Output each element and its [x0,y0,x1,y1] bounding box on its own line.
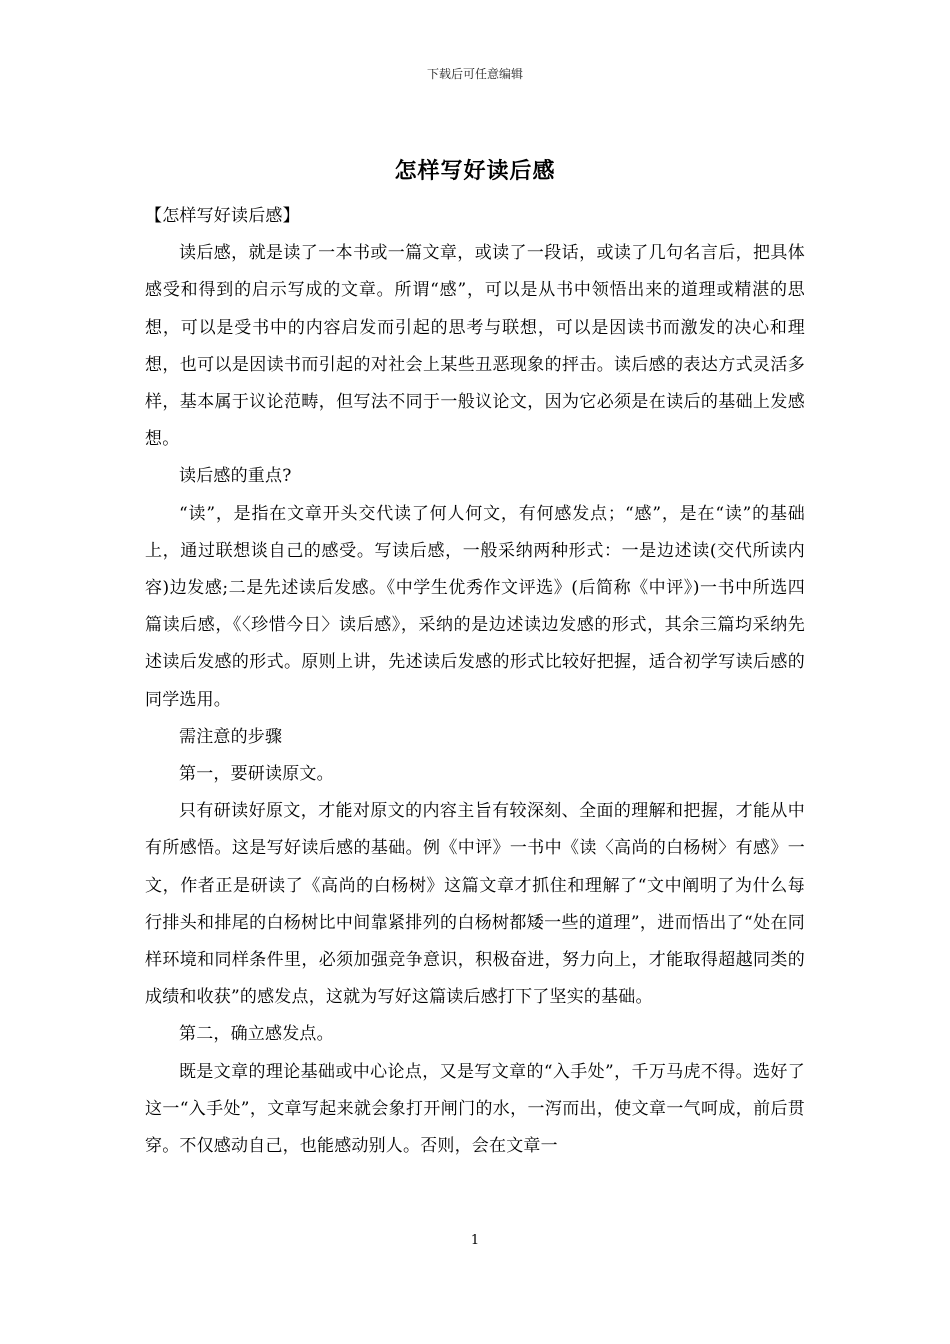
paragraph-step-two-body: 既是文章的理论基础或中心论点，又是写文章的“入手处”，千万马虎不得。选好了这一“入手处”，文章写起来就会象打开闸门的水，一泻而出，使文章一气呵成，前后贯穿。不仅感动自己，也能感动别人。否则，会在文章一 [145,1061,805,1157]
section-heading: 【怎样写好读后感】 [145,206,300,226]
paragraph-definition: 读后感，就是读了一本书或一篇文章，或读了一段话，或读了几句名言后，把具体感受和得到的启示写成的文章。所谓“感”，可以是从书中领悟出来的道理或精湛的思想，可以是受书中的内容启发而引起的思考与联想，可以是因读书而激发的决心和理想，也可以是因读书而引起的对社会上某些丑恶现象的抨击。读后感的表达方式灵活多样，基本属于议论范畴，但写法不同于一般议论文，因为它必须是在读后的基础上发感想。 [145,243,805,450]
document-title: 怎样写好读后感 [394,158,556,184]
paragraph-key-points-heading: 读后感的重点? [179,466,292,487]
paragraph-step-two-heading: 第二，确立感发点。 [179,1024,334,1045]
paragraph-step-one-heading: 第一，要研读原文。 [179,764,334,785]
document-body [145,198,805,1165]
page-number: 1 [470,1233,480,1248]
paragraph-steps-heading: 需注意的步骤 [179,726,283,747]
paragraph-key-points: “读”，是指在文章开头交代读了何人何文，有何感发点；“感”，是在“读”的基础上，通过联想谈自己的感受。写读后感，一般采纳两种形式：一是边述读(交代所读内容)边发感;二是先述读后发感。《中学生优秀作文评选》(后简称《中评》)一书中所选四篇读后感，《〈珍惜今日〉读后感》，采纳的是边述读边发感的形式，其余三篇均采纳先述读后发感的形式。原则上讲，先述读后发感的形式比较好把握，适合初学写读后感的同学选用。 [145,503,805,710]
paragraph-step-one-body: 只有研读好原文，才能对原文的内容主旨有较深刻、全面的理解和把握，才能从中有所感悟。这是写好读后感的基础。例《中评》一书中《读〈高尚的白杨树〉有感》一文，作者正是研读了《高尚的白杨树》这篇文章才抓住和理解了“文中阐明了为什么每行排头和排尾的白杨树比中间靠紧排列的白杨树都矮一些的道理”，进而悟出了“处在同样环境和同样条件里，必须加强竞争意识，积极奋进，努力向上，才能取得超越同类的成绩和收获”的感发点，这就为写好这篇读后感打下了坚实的基础。 [145,801,805,1008]
page-header-note: 下载后可任意编辑 [426,67,523,81]
